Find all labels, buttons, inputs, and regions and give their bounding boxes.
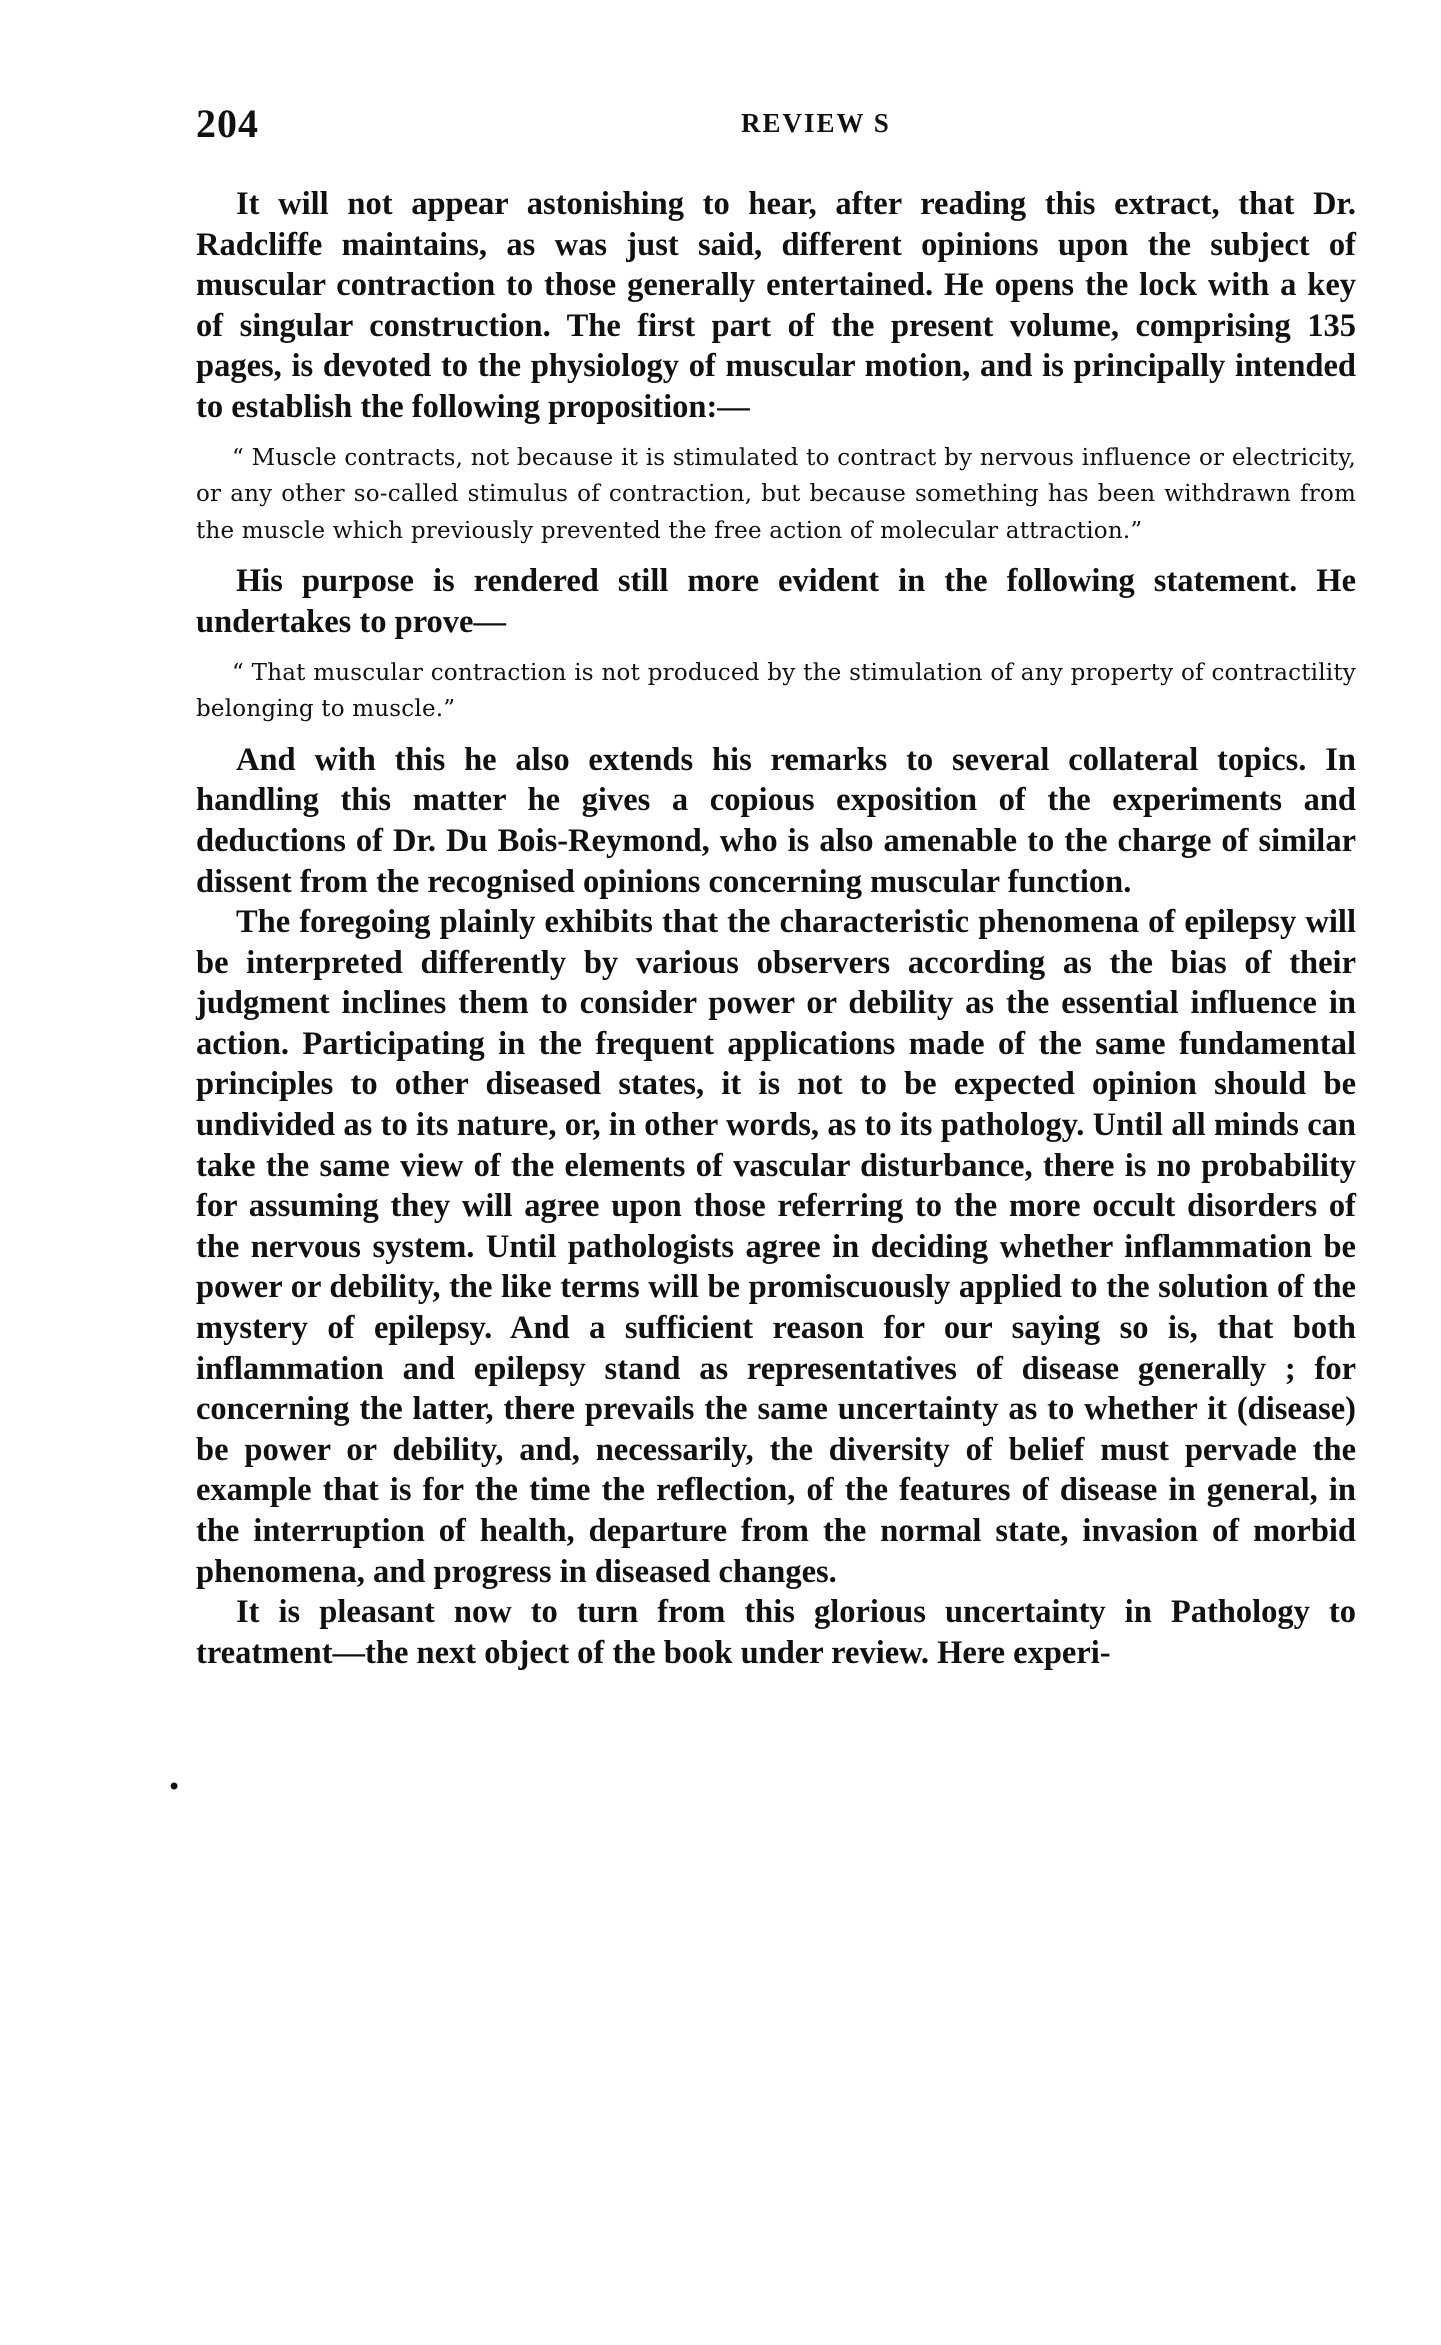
paragraph-1: It will not appear astonishing to hear, after reading this extract, that Dr. Radcliffe maintains, as was just said, different opinions upon the subject of muscular contraction to those generally entertained. He opens the lock with a key of singular construction. The first part of the present volume, comprising 135 pages, is devoted to the physiology of muscular motion, and is principally intended to establish the following proposition:— xyxy=(196,186,1356,425)
paragraph-3: And with this he also extends his remarks to several collateral topics. In handling this matter he gives a copious exposition of the experiments and deductions of Dr. Du Bois-Reymond, who is also amenable to the charge of similar dissent from the recognised opinions concerning muscular function. xyxy=(196,741,1356,900)
running-head: REVIEW S xyxy=(741,108,891,138)
paragraph-2: His purpose is rendered still more evident in the following statement. He undertakes to prove— xyxy=(196,563,1356,640)
body-text xyxy=(196,184,1356,1673)
paragraph-4: The foregoing plainly exhibits that the characteristic phenomena of epilepsy will be interpreted differently by various observers according as the bias of their judgment inclines them to consider power or debility as the essential influence in action. Participating in the frequent applications made of the same fundamental principles to other diseased states, it is not to be expected opinion should be undivided as to its nature, or, in other words, as to its pathology. Until all minds can take the same view of the elements of vascular disturbance, there is no probability for assuming they will agree upon those referring to the more occult disorders of the nervous system. Until pathologists agree in deciding whether inflammation be power or debility, the like terms will be promiscuously applied to the solution of the mystery of epilepsy. And a sufficient reason for our saying so is, that both inflammation and epilepsy stand as representatives of disease generally ; for concerning the latter, there prevails the same uncertainty as to whether it (disease) be power or debility, and, necessarily, the diversity of belief must pervade the example that is for the time the reflection, of the features of disease in general, in the interruption of health, departure from the normal state, invasion of morbid phenomena, and progress in diseased changes. xyxy=(196,904,1356,1590)
block-quote-1: “ Muscle contracts, not because it is stimulated to contract by nervous influence or electricity, or any other so-called stimulus of contraction, but because something has been withdrawn from the muscle which previously prevented the free action of molecular attraction.” xyxy=(196,444,1356,544)
block-quote-2: “ That muscular contraction is not produced by the stimulation of any property of contractility belonging to muscle.” xyxy=(196,659,1356,723)
paragraph-5: It is pleasant now to turn from this glorious uncertainty in Pathology to treatment—the next object of the book under review. Here experi- xyxy=(196,1594,1356,1671)
margin-mark: • xyxy=(167,1773,182,1801)
page-number: 204 xyxy=(196,101,259,146)
page-header xyxy=(196,100,1351,160)
